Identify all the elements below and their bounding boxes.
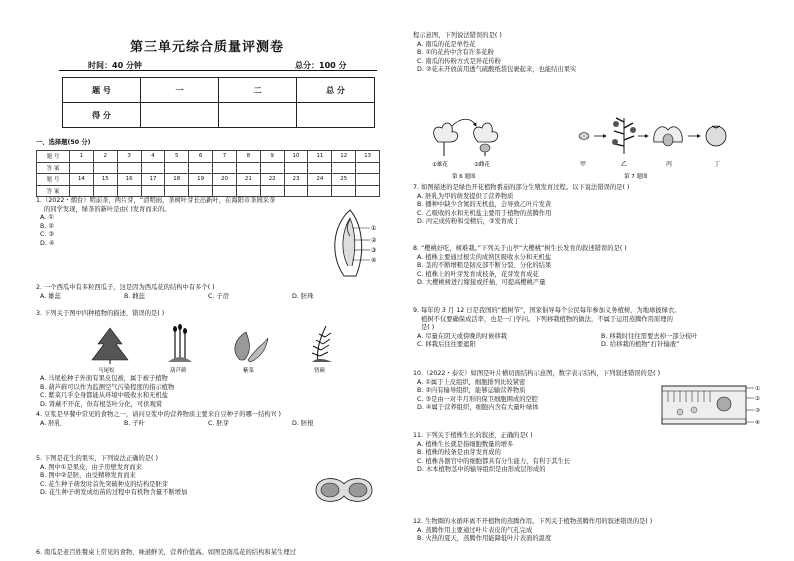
grid-number: 5 xyxy=(165,151,189,163)
grid-label: 题 号 xyxy=(37,151,70,163)
answer-cell[interactable] xyxy=(93,162,117,174)
grid-number: 15 xyxy=(93,174,117,186)
question-4 xyxy=(36,411,372,428)
option[interactable]: A. 尽量在阴天或傍晚的时候移栽 xyxy=(417,332,508,340)
figure-label: 丁 xyxy=(714,161,721,168)
bud-label: ④ xyxy=(371,257,377,264)
question-text: 程示意图，下列说法错误的是( ) xyxy=(413,32,502,39)
option[interactable]: C. 花生种子萌发时首先突破种皮的结构是胚芽 xyxy=(40,480,169,488)
grid-number: 18 xyxy=(165,174,189,186)
option[interactable]: B. 雌蕊 xyxy=(124,292,145,300)
score-header: 题 号 xyxy=(63,78,141,103)
option[interactable]: B. 茎的不断增粗是韧皮部不断分裂、分化的结果 xyxy=(417,262,552,270)
question-2 xyxy=(36,284,372,301)
answer-cell[interactable] xyxy=(284,162,308,174)
option[interactable]: A. 植株生长就是指细胞数量的增多 xyxy=(417,440,514,448)
pine-illustration xyxy=(92,328,128,364)
option[interactable]: D. 丙完成传粉和受精后，③发育成丁 xyxy=(417,218,520,226)
answer-cell[interactable] xyxy=(70,185,94,197)
answer-cell[interactable] xyxy=(189,185,213,197)
option[interactable]: A. 雄蕊 xyxy=(40,292,61,300)
score-label: 得 分 xyxy=(63,103,141,128)
option[interactable]: D. 木本植物茎中的输导组织是由形成层形成的 xyxy=(417,466,546,474)
option[interactable]: A. 蒸腾作用主要通过叶片表皮的气孔完成 xyxy=(417,526,533,534)
question-6-continued xyxy=(413,32,576,75)
grid-number: 20 xyxy=(213,174,237,186)
grid-number: 1 xyxy=(70,151,94,163)
peanut-diagram xyxy=(310,470,382,510)
grid-number: 3 xyxy=(117,151,141,163)
question-text: 植树不仅要确保成活率，也是一门学问。下列移栽植物的做法，不属于运用蒸腾作用原理的 xyxy=(421,315,673,323)
grid-number: 19 xyxy=(189,174,213,186)
grid-number: 22 xyxy=(260,174,284,186)
grid-label: 答 案 xyxy=(37,185,70,197)
grid-number: 2 xyxy=(93,151,117,163)
figure-label: 甲 xyxy=(580,161,587,168)
grid-number: 25 xyxy=(332,174,356,186)
total-score: 总分：100 分 xyxy=(295,61,347,70)
question-text: 3. 下列关于图中四种植物的描述，错误的是( ) xyxy=(36,310,165,317)
grid-number: 24 xyxy=(308,174,332,186)
question-12 xyxy=(413,518,652,544)
question-8 xyxy=(413,245,627,288)
answer-cell[interactable] xyxy=(332,162,356,174)
bud-label: ① xyxy=(371,225,377,232)
score-table xyxy=(62,77,375,128)
fern-illustration xyxy=(312,326,332,362)
option[interactable]: A. ① xyxy=(40,214,54,222)
time-limit: 时间：40 分钟 xyxy=(88,61,142,70)
question-text: 是( ) xyxy=(421,324,435,332)
figure-7 xyxy=(579,118,726,180)
option[interactable]: C. 南瓜的传粉方式是异花传粉 xyxy=(417,57,501,65)
bud-label: ③ xyxy=(371,247,377,254)
option[interactable]: A. 胚乳 xyxy=(40,419,61,427)
option[interactable]: C. 子房 xyxy=(208,292,229,300)
question-text: 1.（2022・烟台）明前茶，两片芽，“清明雨，茶树叶芽长出新叶，在海阳市茶园采茶 xyxy=(36,197,276,204)
option[interactable]: B. ②内有输导组织，能够运输营养物质 xyxy=(417,387,526,395)
section-title: 一、选择题(50 分) xyxy=(36,139,91,146)
figure-label: 乙 xyxy=(621,161,628,168)
answer-cell[interactable] xyxy=(332,185,356,197)
score-header: 总 分 xyxy=(297,78,375,103)
score-header: 二 xyxy=(219,78,297,103)
answer-cell[interactable] xyxy=(260,185,284,197)
option[interactable]: C. ③ xyxy=(40,231,55,239)
option[interactable]: D. 肾蕨不开花，但有根茎叶分化，可供观赏 xyxy=(40,400,163,408)
option[interactable]: C. 移栽后往往要遮阳 xyxy=(417,341,476,349)
header-rule xyxy=(59,70,377,71)
option[interactable]: D. 给移栽的植物“打针输液” xyxy=(601,341,680,349)
grid-empty xyxy=(356,174,380,186)
answer-cell[interactable] xyxy=(308,162,332,174)
option[interactable]: B. 葫芦藓可以作为监测空气污染程度的指示植物 xyxy=(40,383,175,391)
grid-label: 题 号 xyxy=(37,174,70,186)
option[interactable]: B. ② xyxy=(40,222,54,230)
plants-figure xyxy=(80,322,380,372)
grid-number: 14 xyxy=(70,174,94,186)
leaf-label: ② xyxy=(755,396,760,402)
question-text: 7. 如图描述的是绿色开花植物番茄的部分生殖发育过程。以下说法错误的是( ) xyxy=(413,184,630,191)
grid-number: 23 xyxy=(284,174,308,186)
grid-empty xyxy=(356,185,380,197)
bud-diagram xyxy=(322,206,380,278)
option[interactable]: B. 移栽时往往需要去掉一部分枝叶 xyxy=(601,332,698,340)
figures-6-7 xyxy=(424,112,764,184)
moss-illustration xyxy=(168,324,192,362)
question-3-options xyxy=(36,375,174,409)
answer-cell[interactable] xyxy=(308,185,332,197)
figure-label: ②雌花 xyxy=(474,162,490,168)
option[interactable]: B. 火热的夏天，蒸腾作用能降低叶片表面的温度 xyxy=(417,535,552,543)
question-text: 11. 下列关于植株生长的叙述，正确的是( ) xyxy=(413,432,533,439)
question-11 xyxy=(413,432,570,475)
option[interactable]: D. 花生种子萌发成幼苗的过程中有机物含量不断增加 xyxy=(40,489,188,497)
bud-label: ② xyxy=(371,237,377,244)
leaf-label: ③ xyxy=(755,408,760,414)
page-title: 第三单元综合质量评测卷 xyxy=(130,40,285,55)
option[interactable]: C. 乙吸收的水和无机盐主要用于植物的蒸腾作用 xyxy=(417,209,552,217)
grid-number: 21 xyxy=(236,174,260,186)
seaweed-illustration xyxy=(235,332,268,362)
score-cell[interactable] xyxy=(219,103,297,128)
answer-cell[interactable] xyxy=(165,185,189,197)
question-text: 8. “樱桃好吃，树难栽。”下列关于山亭“大樱桃”树生长发育的叙述错误的是( ) xyxy=(413,245,627,252)
option[interactable]: B. 图中②是胚，由受精卵发育而来 xyxy=(40,472,136,480)
plant-label: 紫菜 xyxy=(243,368,255,374)
question-9 xyxy=(413,307,697,350)
grid-number: 13 xyxy=(356,151,380,163)
plant-label: 葫芦藓 xyxy=(170,368,187,374)
option[interactable]: C. 植株上的叶芽发育成枝条，花芽发育成花 xyxy=(417,270,539,278)
question-text: 4. 豆浆是早餐中常见的食物之一，请问豆浆中的营养物质主要来自豆种子的哪一结构?( ) xyxy=(36,411,281,418)
grid-number: 8 xyxy=(236,151,260,163)
grid-number: 4 xyxy=(141,151,165,163)
option[interactable]: B. 播种中缺少含氮的无机盐，会导致乙叶片发黄 xyxy=(417,201,552,209)
grid-number: 10 xyxy=(284,151,308,163)
question-text: 9. 每年的 3 月 12 日是我国的“植树节”，国家倡导每个公民每年参加义务植树，为地球披绿衣。 xyxy=(413,307,681,314)
plant-label: 马尾松 xyxy=(98,368,115,374)
answer-cell[interactable] xyxy=(213,185,237,197)
question-text: 的同学发现，绿茶的新叶是由( )发育而来的。 xyxy=(44,205,171,213)
question-1 xyxy=(36,197,275,249)
option[interactable]: C. 紫菜几乎全身都能从环境中吸收水和无机盐 xyxy=(40,392,169,400)
grid-number: 6 xyxy=(189,151,213,163)
score-cell[interactable] xyxy=(297,103,375,128)
question-text: 10.（2022・泰安）如图是叶片横切面结构示意图，数字表示结构，下列叙述错误的是( ) xyxy=(413,370,661,377)
option[interactable]: C. 胚芽 xyxy=(208,419,229,427)
answer-cell[interactable] xyxy=(70,162,94,174)
option[interactable]: C. 植株各器官中的细胞都具有分生能力，有利于其生长 xyxy=(417,457,571,465)
option[interactable]: A. 南瓜的花是单性花 xyxy=(417,40,476,48)
grid-number: 9 xyxy=(260,151,284,163)
answer-cell[interactable] xyxy=(260,162,284,174)
answer-cell[interactable] xyxy=(284,185,308,197)
question-7 xyxy=(413,184,629,227)
grid-label: 答 案 xyxy=(37,162,70,174)
answer-cell[interactable] xyxy=(141,162,165,174)
option[interactable]: D. ④属于营养组织，细胞内含有大量叶绿体 xyxy=(417,404,539,412)
figure-caption: 第 6 题图 xyxy=(452,174,476,180)
option[interactable]: A. ①属于上皮组织，细胞排列比较紧密 xyxy=(417,378,526,386)
plant-label: 肾蕨 xyxy=(314,368,326,374)
answer-cell[interactable] xyxy=(93,185,117,197)
answer-cell[interactable] xyxy=(165,162,189,174)
leaf-cross-section xyxy=(660,380,766,430)
option[interactable]: D. ④ xyxy=(40,239,55,247)
option[interactable]: A. 胚乳为甲的萌发提供了营养物质 xyxy=(417,192,514,200)
answer-cell[interactable] xyxy=(356,162,380,174)
option[interactable]: D. 胚根 xyxy=(292,419,314,427)
option[interactable]: C. ③是由一对半月形的保卫细胞围成的空腔 xyxy=(417,395,539,403)
grid-number: 7 xyxy=(213,151,237,163)
question-10 xyxy=(413,370,660,413)
figure-6 xyxy=(432,119,498,180)
answer-grid xyxy=(36,150,380,197)
answer-cell[interactable] xyxy=(189,162,213,174)
leaf-label: ① xyxy=(755,386,760,392)
score-cell[interactable] xyxy=(141,103,219,128)
answer-cell[interactable] xyxy=(236,185,260,197)
option[interactable]: D. 大樱桃树进行嫁接或扦插，可提高樱桃产量 xyxy=(417,279,546,287)
question-text: 5. 下图是花生的果实，下列说法正确的是( ) xyxy=(36,455,158,462)
question-text: 6. 南瓜是老百姓餐桌上常见的食物，味道鲜美，营养价值高。如图是南瓜花的结构和某生理过 xyxy=(36,549,296,556)
option[interactable]: A. 图中①是果皮，由子房壁发育而来 xyxy=(40,463,143,471)
answer-cell[interactable] xyxy=(141,185,165,197)
leaf-label: ④ xyxy=(755,420,760,426)
question-text: 12. 生物圈的水循环离不开植物的蒸腾作用。下列关于植物蒸腾作用的叙述错误的是( ) xyxy=(413,518,653,525)
answer-cell[interactable] xyxy=(117,185,141,197)
grid-number: 12 xyxy=(332,151,356,163)
figure-label: 丙 xyxy=(666,161,673,168)
score-header: 一 xyxy=(141,78,219,103)
option[interactable]: A. 植株主要通过根尖的成熟区吸收水分和无机盐 xyxy=(417,253,552,261)
answer-cell[interactable] xyxy=(236,162,260,174)
figure-label: ①雄花 xyxy=(432,162,448,168)
option[interactable]: A. 马尾松种子外面有果皮包被，属于被子植物 xyxy=(40,375,168,382)
question-5 xyxy=(36,455,187,498)
grid-number: 11 xyxy=(308,151,332,163)
grid-number: 17 xyxy=(141,174,165,186)
option[interactable]: B. 子叶 xyxy=(124,419,145,427)
option[interactable]: B. 植株的枝条是由芽发育成的 xyxy=(417,449,501,457)
option[interactable]: D. 胚珠 xyxy=(292,292,314,300)
option[interactable]: D. ②花未开放前用透气硫酸纸袋包裹起来，也能结出果实 xyxy=(417,66,577,74)
option[interactable]: B. ①的花药中含有许多花粉 xyxy=(417,49,494,57)
figure-caption: 第 7 题图 xyxy=(624,174,648,180)
answer-cell[interactable] xyxy=(117,162,141,174)
grid-number: 16 xyxy=(117,174,141,186)
answer-cell[interactable] xyxy=(213,162,237,174)
question-text: 2. 一个西瓜中有多粒西瓜子，这是因为西瓜花的结构中有多个( ) xyxy=(36,284,215,291)
